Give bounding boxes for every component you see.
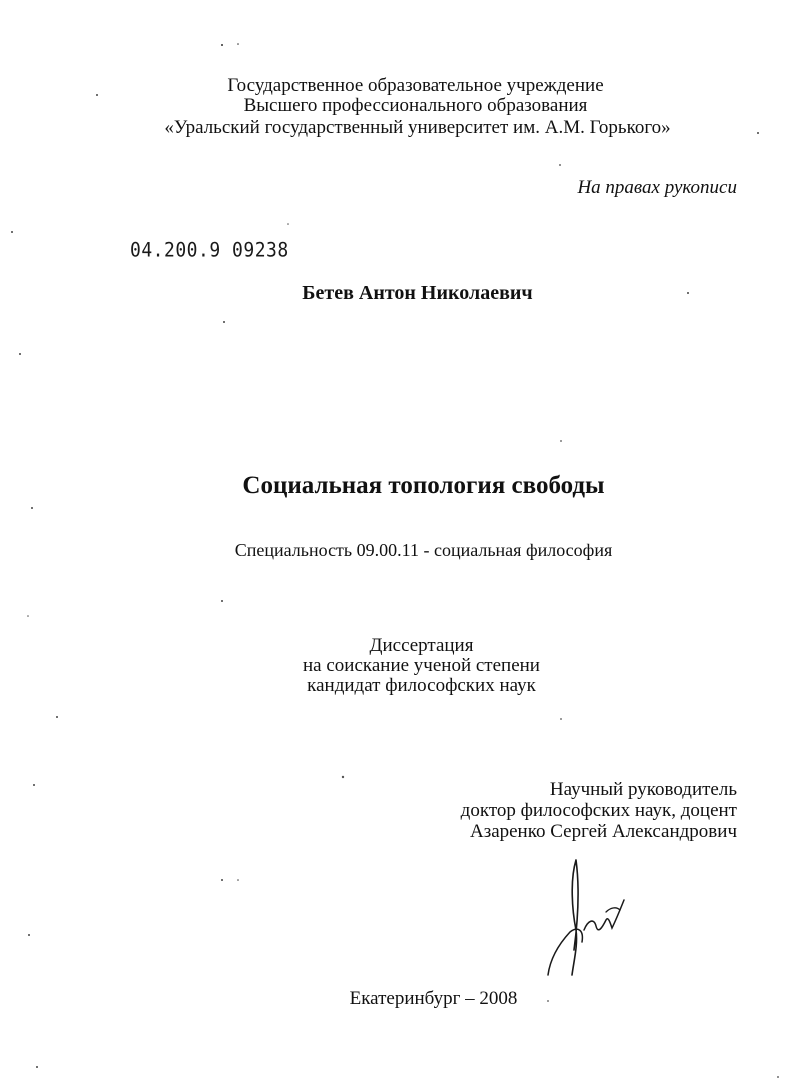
city-year: Екатеринбург – 2008 bbox=[349, 988, 518, 1009]
author-name: Бетев Антон Николаевич bbox=[302, 282, 533, 304]
institution-line-1: Государственное образовательное учреждение bbox=[227, 75, 604, 96]
institution-line-3: «Уральский государственный университет им. А.М. Горького» bbox=[164, 117, 671, 138]
dissertation-label: Диссертация bbox=[369, 635, 474, 656]
archive-stamp-number: 04.200.9 09238 bbox=[130, 239, 289, 263]
supervisor-name: Азаренко Сергей Александрович bbox=[469, 821, 737, 842]
institution-line-2: Высшего профессионального образования bbox=[243, 95, 588, 116]
degree-line: на соискание ученой степени bbox=[303, 655, 540, 676]
supervisor-degree: доктор философских наук, доцент bbox=[460, 800, 737, 821]
dissertation-title: Социальная топология свободы bbox=[242, 472, 605, 499]
degree-name: кандидат философских наук bbox=[307, 675, 536, 696]
rights-note: На правах рукописи bbox=[577, 177, 737, 198]
specialty: Специальность 09.00.11 - социальная философия bbox=[234, 540, 613, 560]
supervisor-label: Научный руководитель bbox=[549, 779, 737, 800]
handwritten-signature bbox=[536, 850, 636, 990]
